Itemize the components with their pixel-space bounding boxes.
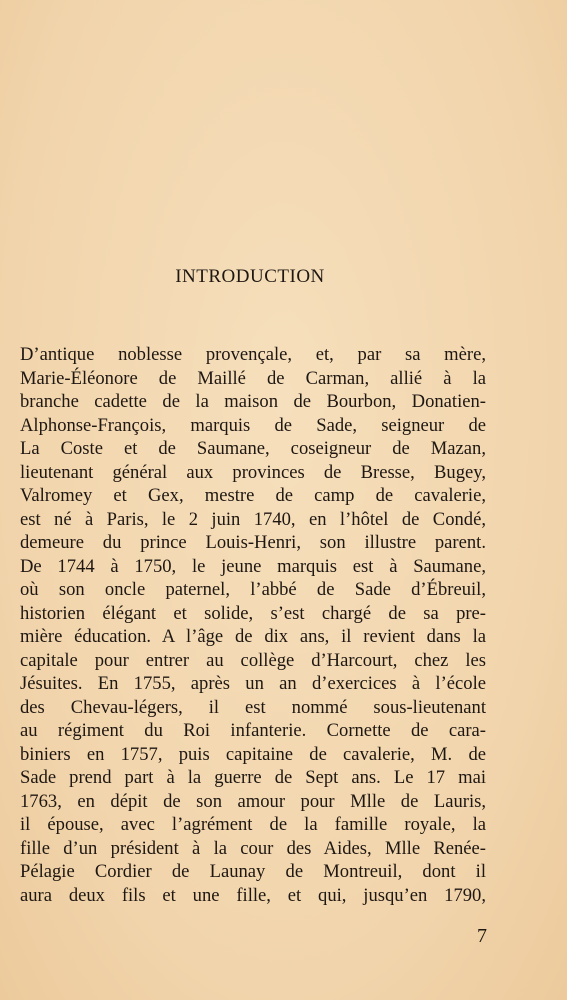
text-line: lieutenant général aux provinces de Bresse, Bugey, [20, 461, 486, 483]
page-number: 7 [477, 925, 487, 947]
text-line: où son oncle paternel, l’abbé de Sade d’Ébreuil, [20, 579, 486, 600]
text-line: La Coste et de Saumane, coseigneur de Mazan, [20, 438, 486, 459]
text-line: au régiment du Roi infanterie. Cornette de cara- [20, 720, 486, 741]
body-text [20, 343, 486, 907]
text-line: biniers en 1757, puis capitaine de cavalerie, M. de [20, 743, 486, 765]
text-line: des Chevau-légers, il est nommé sous-lieutenant [20, 696, 486, 718]
text-line: Valromey et Gex, mestre de camp de cavalerie, [20, 485, 486, 506]
text-line: Sade prend part à la guerre de Sept ans. Le 17 mai [20, 767, 486, 788]
text-line: branche cadette de la maison de Bourbon, Donatien- [20, 391, 486, 412]
text-line: capitale pour entrer au collège d’Harcourt, chez les [20, 649, 486, 671]
text-line: De 1744 à 1750, le jeune marquis est à Saumane, [20, 555, 486, 577]
text-line: Alphonse-François, marquis de Sade, seigneur de [20, 414, 486, 436]
chapter-heading: INTRODUCTION [175, 266, 325, 287]
text-line: Jésuites. En 1755, après un an d’exercices à l’école [20, 673, 486, 694]
text-line: D’antique noblesse provençale, et, par sa mère, [20, 344, 486, 365]
text-line: il épouse, avec l’agrément de la famille royale, la [20, 814, 486, 835]
text-line: demeure du prince Louis-Henri, son illustre parent. [20, 532, 486, 553]
text-line: mière éducation. A l’âge de dix ans, il revient dans la [20, 626, 486, 647]
text-line: Pélagie Cordier de Launay de Montreuil, dont il [20, 861, 486, 882]
text-line: est né à Paris, le 2 juin 1740, en l’hôtel de Condé, [20, 508, 486, 530]
text-line: historien élégant et solide, s’est chargé de sa pre- [20, 602, 486, 624]
text-line: fille d’un président à la cour des Aides, Mlle Renée- [20, 837, 486, 859]
text-line: Marie-Éléonore de Maillé de Carman, allié à la [20, 367, 486, 389]
text-line: 1763, en dépit de son amour pour Mlle de Lauris, [20, 790, 486, 812]
text-line: aura deux fils et une fille, et qui, jusqu’en 1790, [20, 884, 486, 906]
